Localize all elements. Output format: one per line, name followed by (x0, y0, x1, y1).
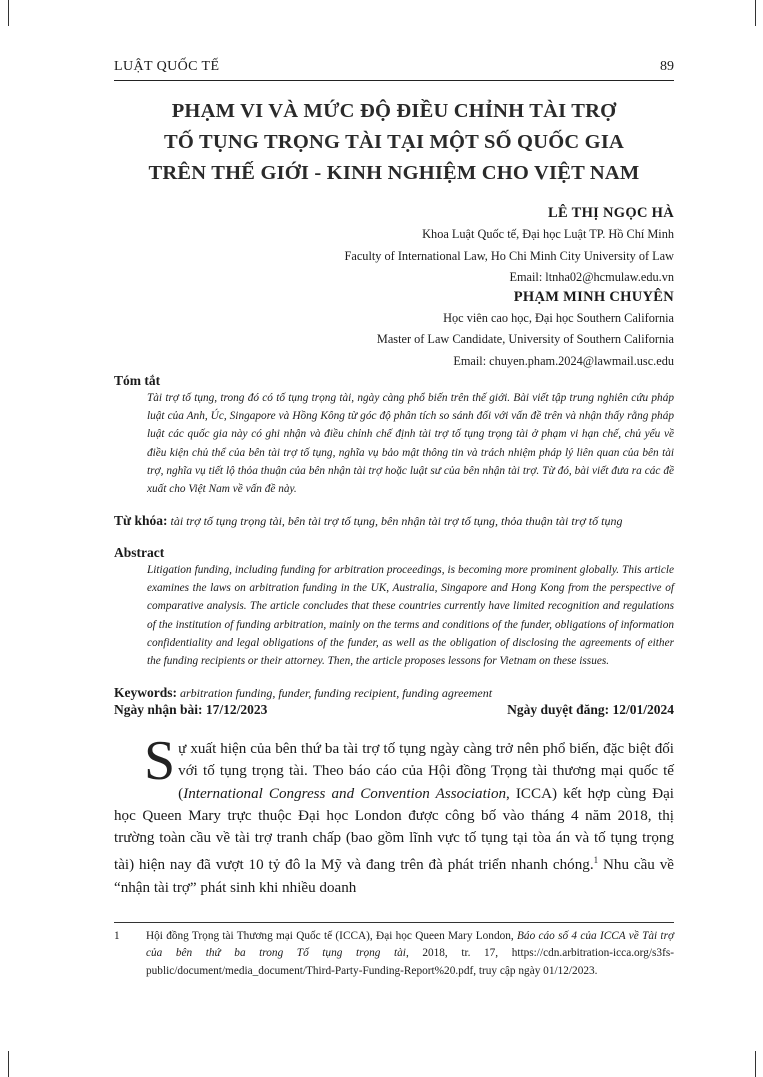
keywords-en (114, 684, 674, 702)
keywords-vi-text: tài trợ tố tụng trọng tài, bên tài trợ tố tụng, bên nhận tài trợ tố tụng, thỏa thuận tài trợ tố tụng (170, 514, 623, 528)
author-block (114, 202, 674, 372)
footnote-text-part: Hội đồng Trọng tài Thương mại Quốc tế (ICCA), Đại học Queen Mary London, (146, 930, 518, 942)
page-number: 89 (660, 59, 674, 74)
article-title (114, 96, 674, 189)
abstract-vi-label: Tóm tắt (114, 373, 161, 388)
footnote-text-part: , 2018, tr. 17, https://cdn.arbitration-icca.org/s3fs-public/document/media_document/Third-Party-Funding-Report%20.pdf, truy cập ngày 01/12/2023. (146, 947, 674, 977)
author-name: PHẠM MINH CHUYÊN (513, 288, 674, 305)
keywords-vi-label: Từ khóa: (114, 513, 168, 528)
title-line-3: TRÊN THẾ GIỚI - KINH NGHIỆM CHO VIỆT NAM (148, 162, 640, 184)
crop-mark (755, 1051, 756, 1077)
crop-mark (8, 1051, 9, 1077)
body-text-part: , ICCA) kết hợp cùng Đại học Queen Mary trực thuộc Đại học London được công bố vào tháng 4 năm 2018, thị trường toàn cầu về tài trợ tranh chấp (bao gồm lĩnh vực tố tụng tại tòa án và tố tụng trọng tài) hiện nay đã vượt 10 tỷ đô la Mỹ và đang trên đà phát triển nhanh chóng. (114, 785, 674, 874)
footnote (114, 928, 674, 980)
article-dates (114, 702, 674, 720)
abstract-en (114, 545, 674, 670)
keywords-en-label: Keywords: (114, 685, 177, 700)
body-text-italic: International Congress and Convention Association (183, 785, 507, 802)
body-text (114, 730, 674, 899)
abstract-en-label: Abstract (114, 545, 165, 560)
crop-mark (8, 0, 9, 26)
abstract-vi-text: Tài trợ tố tụng, trong đó có tố tụng trọng tài, ngày càng phổ biến trên thế giới. Bài viết tập trung nghiên cứu pháp luật của Anh, Úc, Singapore và Hồng Kông từ góc độ phân tích so sánh đối với vấn đề trên và nhận thấy rằng pháp luật các quốc gia này có ghi nhận và điều chỉnh chế định tài trợ tố tụng trọng tài ở phạm vi hạn chế, chủ yếu về điều kiện chủ thể của bên tài trợ tố tụng, nghĩa vụ bảo mật thông tin và trách nhiệm pháp lý liên quan của bên tài trợ, nghĩa vụ tiết lộ thỏa thuận của bên nhận tài trợ hoặc luật sư của bên nhận tài trợ. Từ đó, bài viết đưa ra các đề xuất cho Việt Nam về vấn đề này. (147, 392, 674, 496)
body-text-part: Nhu cầu về “nhận tài trợ” phát sinh khi nhiều doanh (114, 857, 674, 896)
drop-cap: S (144, 730, 176, 792)
footnote-text (146, 928, 674, 980)
journal-section-name: LUẬT QUỐC TẾ (114, 59, 220, 74)
keywords-vi (114, 512, 674, 530)
footnote-separator (114, 922, 674, 923)
footnote-number: 1 (114, 930, 120, 942)
author-email: Email: chuyen.pham.2024@lawmail.usc.edu (453, 353, 674, 368)
footnote-reference[interactable]: 1 (593, 855, 599, 866)
title-line-1: PHẠM VI VÀ MỨC ĐỘ ĐIỀU CHỈNH TÀI TRỢ (171, 100, 617, 122)
author-affiliation-vi: Khoa Luật Quốc tế, Đại học Luật TP. Hồ Chí Minh (422, 227, 674, 241)
abstract-vi (114, 373, 674, 498)
abstract-en-text: Litigation funding, including funding for arbitration proceedings, is becoming more prominent globally. This article examines the laws on arbitration funding in the UK, Australia, Singapore and Hong Kong from the perspective of comparative analysis. The article concludes that these countries currently have limited recognition and regulations of the institution of funding arbitration, mainly on the terms and conditions of the funder, obligations of information confidentiality and legal obligations of the funder, as well as the obligation of disclosing the agreements of either the funding recipients or their attorney. Then, the article proposes lessons for Vietnam on these issues. (147, 564, 674, 668)
author-affiliation-en: Faculty of International Law, Ho Chi Minh City University of Law (344, 248, 674, 263)
author-affiliation-vi: Học viên cao học, Đại học Southern California (443, 310, 674, 325)
author-affiliation-en: Master of Law Candidate, University of Southern California (376, 332, 674, 346)
author-email: Email: ltnha02@hcmulaw.edu.vn (509, 270, 674, 284)
running-header (114, 56, 674, 81)
author-name: LÊ THỊ NGỌC HÀ (548, 205, 674, 221)
crop-mark (755, 0, 756, 26)
accepted-date: Ngày duyệt đăng: 12/01/2024 (507, 702, 674, 717)
body-text-part: ự xuất hiện của bên thứ ba tài trợ tố tụng ngày càng trở nên phổ biến, đặc biệt đối với tố tụng trọng tài. Theo báo cáo của Hội đồng Trọng tài thương mại quốc tế ( (178, 741, 674, 802)
keywords-en-text: arbitration funding, funder, funding recipient, funding agreement (180, 686, 493, 700)
received-date: Ngày nhận bài: 17/12/2023 (114, 702, 268, 717)
title-line-2: TỐ TỤNG TRỌNG TÀI TẠI MỘT SỐ QUỐC GIA (163, 131, 625, 153)
footnote-text-italic: Báo cáo số 4 của ICCA về Tài trợ của bên thứ ba trong Tố tụng trọng tài (146, 930, 674, 960)
